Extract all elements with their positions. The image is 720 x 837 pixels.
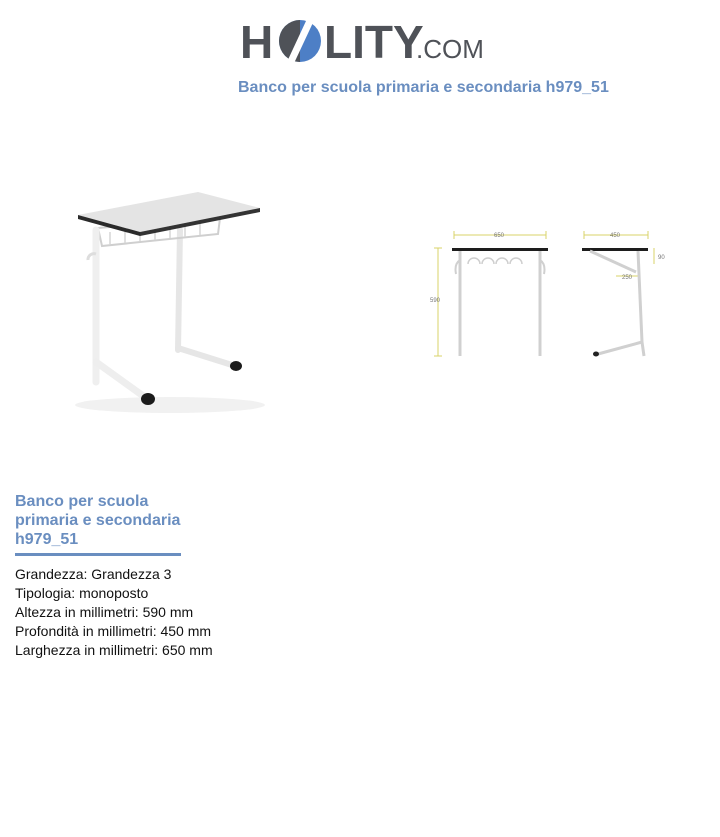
holity-logo[interactable] <box>240 10 490 68</box>
spec-type: Tipologia: monoposto <box>15 585 149 601</box>
spec-height: Altezza in millimetri: 590 mm <box>15 604 194 620</box>
product-photo <box>50 150 290 420</box>
technical-drawing <box>420 220 680 370</box>
top-thickness-dimension: 90 <box>658 255 665 261</box>
logo-letter-h: H <box>240 16 274 68</box>
height-dimension: 590 <box>430 298 441 304</box>
front-view <box>430 231 548 356</box>
logo-suffix: .COM <box>416 34 484 64</box>
page-title: Banco per scuola primaria e secondaria h979_51 <box>238 79 609 96</box>
leg-offset-dimension: 250 <box>622 275 633 281</box>
side-view <box>582 231 665 357</box>
spec-list <box>15 565 213 660</box>
width-dimension: 650 <box>494 233 505 239</box>
spec-size: Grandezza: Grandezza 3 <box>15 566 172 582</box>
logo-letters-lity: LITY <box>324 16 424 68</box>
spec-width: Larghezza in millimetri: 650 mm <box>15 642 213 658</box>
product-heading: Banco per scuola primaria e secondaria h979_51 <box>15 493 181 548</box>
logo-o-icon <box>279 19 321 64</box>
depth-dimension: 450 <box>610 233 621 239</box>
heading-divider <box>15 553 181 556</box>
spec-depth: Profondità in millimetri: 450 mm <box>15 623 212 639</box>
